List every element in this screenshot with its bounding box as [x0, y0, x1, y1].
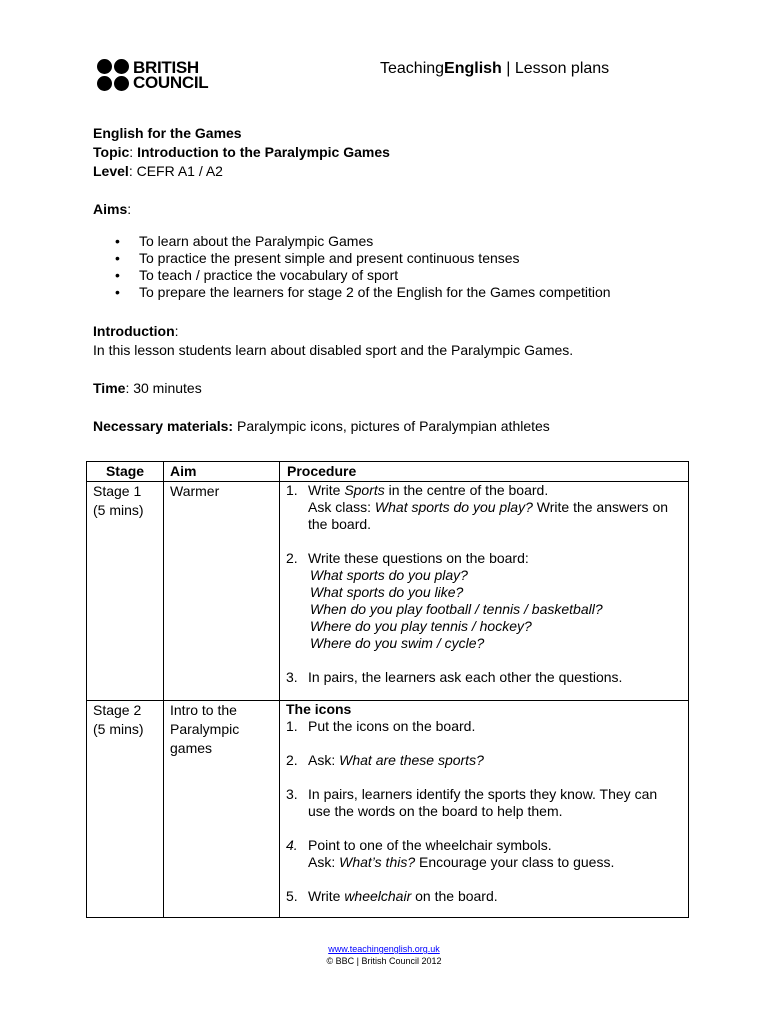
question-line: When do you play football / tennis / basketball? [310, 601, 603, 617]
footer-link[interactable]: www.teachingenglish.org.uk [328, 944, 440, 954]
aims-heading: Aims: [93, 201, 132, 217]
table-row [87, 701, 689, 918]
doc-title: English for the Games [93, 125, 242, 141]
lesson-plan-body [93, 124, 693, 436]
question-line: What sports do you play? [310, 567, 468, 583]
aim-cell: Warmer [164, 482, 280, 701]
procedure-step: 3. In pairs, learners identify the sports they know. They can use the words on the board to help them. [286, 786, 658, 819]
procedure-table [86, 461, 689, 918]
question-line: What sports do you like? [310, 584, 464, 600]
procedure-step: 4. Point to one of the wheelchair symbols. Ask: What’s this? Encourage your class to guess. [286, 837, 615, 870]
list-item: • To learn about the Paralympic Games [115, 233, 374, 249]
procedure-step: 1. Put the icons on the board. [286, 718, 476, 734]
list-item: • To prepare the learners for stage 2 of the English for the Games competition [115, 284, 611, 300]
question-line: Where do you play tennis / hockey? [310, 618, 532, 634]
procedure-step: 2. Write these questions on the board: [286, 550, 529, 566]
stage-cell: Stage 1 (5 mins) [87, 482, 164, 701]
column-header-procedure: Procedure [280, 462, 689, 482]
procedure-step: 5. Write wheelchair on the board. [286, 888, 498, 904]
column-header-stage: Stage [87, 462, 164, 482]
procedure-cell [280, 482, 689, 701]
british-council-logo [97, 59, 208, 91]
level-line: Level: CEFR A1 / A2 [93, 163, 223, 179]
list-item: • To teach / practice the vocabulary of sport [115, 267, 399, 283]
logo-text: BRITISH COUNCIL [133, 58, 209, 92]
introduction-text: In this lesson students learn about disabled sport and the Paralympic Games. [93, 342, 574, 358]
table-row [87, 482, 689, 701]
header-title: TeachingEnglish | Lesson plans [380, 60, 610, 77]
procedure-step: 1. Write Sports in the centre of the board. Ask class: What sports do you play? Write the answers on the board. [286, 482, 669, 532]
procedure-heading: The icons [286, 701, 352, 717]
topic-line: Topic: Introduction to the Paralympic Games [93, 144, 390, 160]
procedure-step: 3. In pairs, the learners ask each other the questions. [286, 669, 623, 685]
procedure-step: 2. Ask: What are these sports? [286, 752, 484, 768]
question-line: Where do you swim / cycle? [310, 635, 485, 651]
page-footer [0, 943, 768, 967]
footer-copyright: © BBC | British Council 2012 [326, 956, 442, 966]
column-header-aim: Aim [164, 462, 280, 482]
procedure-cell [280, 701, 689, 918]
materials-line: Necessary materials: Paralympic icons, pictures of Paralympian athletes [93, 418, 550, 434]
list-item: • To practice the present simple and present continuous tenses [115, 250, 520, 266]
table-header-row [87, 462, 689, 482]
time-line: Time: 30 minutes [93, 380, 202, 396]
aims-list [93, 233, 693, 301]
logo-dots-icon [97, 59, 129, 91]
aim-cell: Intro to the Paralympic games [164, 701, 280, 918]
stage-cell: Stage 2 (5 mins) [87, 701, 164, 918]
introduction-heading: Introduction: [93, 323, 179, 339]
